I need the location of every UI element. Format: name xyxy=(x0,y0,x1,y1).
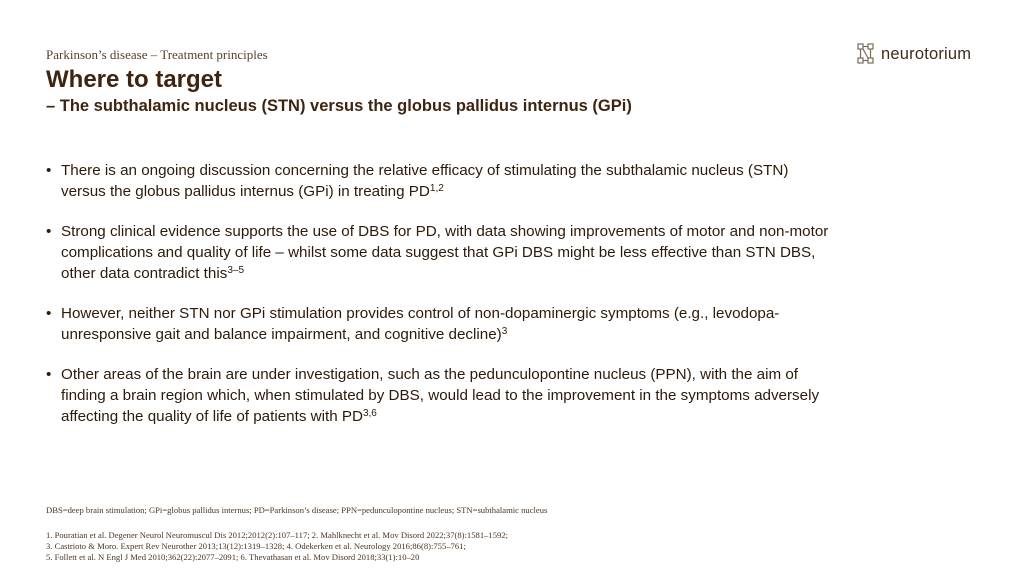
bullet-text: However, neither STN nor GPi stimulation provides control of non-dopaminergic symptoms (e.g., levodopa-unresponsive gait and balance impairment, and cognitive decline) xyxy=(61,305,780,343)
bullet-text: There is an ongoing discussion concerning the relative efficacy of stimulating the subthalamic nucleus (STN) versus the globus pallidus internus (GPi) in treating PD xyxy=(61,162,789,200)
page-title: Where to target xyxy=(46,66,223,93)
abbreviations-footnote: DBS=deep brain stimulation; GPi=globus pallidus internus; PD=Parkinson’s disease; PPN=pedunculopontine nucleus; STN=subthalamic nucleus xyxy=(46,505,548,515)
bullet-marker: • xyxy=(46,305,52,322)
bullet-text: Other areas of the brain are under investigation, such as the pedunculopontine nucleus (PPN), with the aim of finding a brain region which, when stimulated by DBS, would lead to the improvement in the symptoms adversely affecting the quality of life of patients with PD xyxy=(61,366,820,425)
bullet-marker: • xyxy=(46,223,52,240)
logo-text: neurotorium xyxy=(881,44,972,63)
reference-line: 5. Follett et al. N Engl J Med 2010;362(22):2077–2091; 6. Thevathasan et al. Mov Disord 2018;33(1):10–20 xyxy=(46,552,420,562)
citation-superscript: 3–5 xyxy=(227,265,245,276)
bullet-text: Strong clinical evidence supports the use of DBS for PD, with data showing improvements of motor and non-motor complications and quality of life – whilst some data suggest that GPi DBS might be less effective than STN DBS, other data contradict this xyxy=(61,223,829,282)
references xyxy=(46,530,508,563)
bullet-item xyxy=(46,364,836,427)
bullet-item xyxy=(46,303,836,345)
bullet-item xyxy=(46,160,836,202)
citation-superscript: 1,2 xyxy=(429,183,444,194)
section-kicker: Parkinson’s disease – Treatment principles xyxy=(46,47,268,62)
bullet-list xyxy=(46,160,836,446)
page-subtitle: – The subthalamic nucleus (STN) versus the globus pallidus internus (GPi) xyxy=(46,97,632,115)
bullet-marker: • xyxy=(46,366,52,383)
citation-superscript: 3,6 xyxy=(362,408,377,419)
bullet-item xyxy=(46,221,836,284)
reference-line: 1. Pouratian et al. Degener Neurol Neuromuscul Dis 2012;2012(2):107–117; 2. Mahlknecht et al. Mov Disord 2022;37(8):1581–1592; xyxy=(46,530,508,540)
neuron-network-icon xyxy=(856,42,876,66)
bullet-marker: • xyxy=(46,162,52,179)
citation-superscript: 3 xyxy=(501,326,508,337)
neurotorium-logo xyxy=(856,42,971,66)
reference-line: 3. Castrioto & Moro. Expert Rev Neurother 2013;13(12):1319–1328; 4. Odekerken et al. Neurology 2016;86(8):755–761; xyxy=(46,541,466,551)
